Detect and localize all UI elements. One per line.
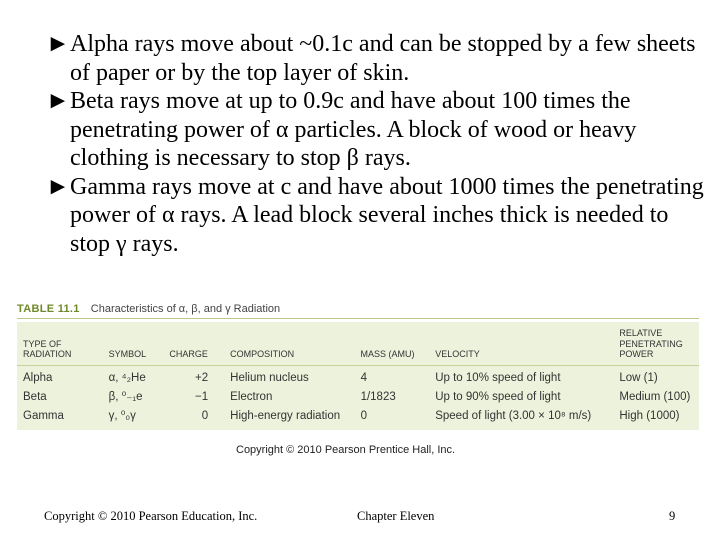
header-composition: COMPOSITION (230, 349, 295, 359)
cell-power: High (1000) (619, 409, 680, 422)
arrow-bullet-icon: ► (46, 31, 70, 57)
cell-symbol: β, ⁰₋₁e (108, 390, 143, 403)
table-row (17, 407, 699, 426)
cell-composition: Helium nucleus (230, 371, 309, 384)
cell-velocity: Speed of light (3.00 × 10⁸ m/s) (435, 409, 592, 422)
bullet-text: Alpha rays move about ~0.1c and can be stopped by a few sheets of paper or by the top layer of skin. (70, 31, 696, 86)
cell-symbol: γ, ⁰₀γ (108, 409, 136, 422)
table-title: Characteristics of α, β, and γ Radiation (90, 303, 281, 315)
cell-charge: 0 (201, 409, 209, 422)
cell-symbol: α, ⁴₂He (108, 371, 146, 384)
bullet-gamma (46, 173, 711, 259)
radiation-table (17, 300, 699, 430)
header-velocity: VELOCITY (435, 349, 480, 359)
cell-charge: −1 (195, 390, 209, 403)
cell-velocity: Up to 90% speed of light (435, 390, 561, 403)
header-power: RELATIVE PENETRATING POWER (619, 328, 683, 359)
header-charge: CHARGE (169, 349, 208, 359)
table-header-row (17, 322, 699, 366)
table-caption (17, 300, 699, 319)
cell-power: Medium (100) (619, 390, 691, 403)
footer-copyright: Copyright © 2010 Pearson Education, Inc. (44, 509, 258, 523)
cell-power: Low (1) (619, 371, 658, 384)
bullet-text: Beta rays move at up to 0.9c and have about 100 times the penetrating power of α particles. A block of wood or heavy clothing is necessary to stop β rays. (70, 88, 637, 171)
table-row (17, 388, 699, 407)
header-type: TYPE OF RADIATION (23, 338, 72, 359)
arrow-bullet-icon: ► (46, 173, 70, 200)
cell-type: Beta (23, 390, 47, 403)
bullet-text: Gamma rays move at c and have about 1000 times the penetrating power of α rays. A lead block several inches thick is needed to stop γ rays. (70, 173, 704, 257)
cell-mass: 0 (360, 409, 367, 422)
bullet-alpha (46, 30, 711, 87)
cell-charge: +2 (195, 371, 209, 384)
cell-type: Alpha (23, 371, 53, 384)
cell-type: Gamma (23, 409, 64, 422)
cell-mass: 4 (360, 371, 367, 384)
bullet-list (46, 30, 711, 258)
table-row (17, 369, 699, 388)
cell-velocity: Up to 10% speed of light (435, 371, 561, 384)
arrow-bullet-icon: ► (46, 88, 70, 114)
bullet-beta (46, 87, 711, 173)
cell-composition: High-energy radiation (230, 409, 341, 422)
table-number: TABLE 11.1 (17, 303, 80, 315)
header-symbol: SYMBOL (108, 349, 147, 359)
footer-chapter: Chapter Eleven (357, 509, 435, 523)
cell-composition: Electron (230, 390, 273, 403)
table-copyright: Copyright © 2010 Pearson Prentice Hall, Inc. (236, 444, 456, 456)
table-body (17, 322, 699, 430)
header-mass: MASS (AMU) (360, 349, 415, 359)
page-number: 9 (669, 509, 676, 523)
cell-mass: 1/1823 (360, 390, 396, 403)
